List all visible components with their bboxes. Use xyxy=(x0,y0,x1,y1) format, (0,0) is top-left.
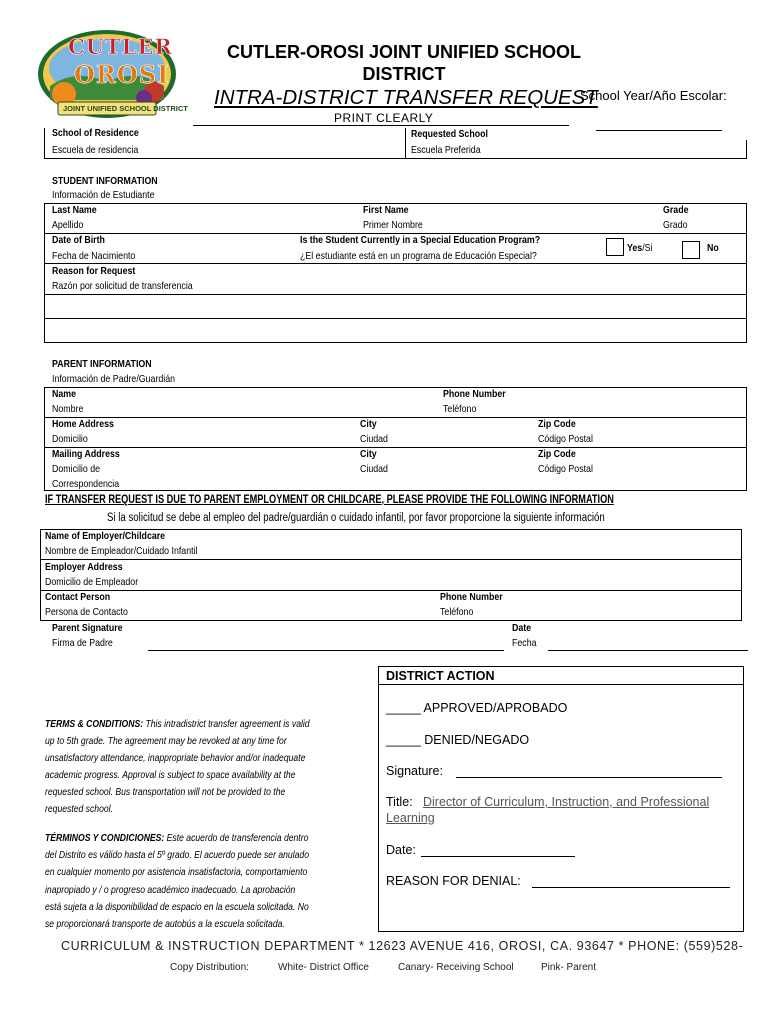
first-name-label: First Name xyxy=(363,204,409,216)
terms-en-line-2: up to 5th grade. The agreement may be revoked at any time for xyxy=(45,735,287,747)
schools-row-bottom xyxy=(44,158,747,159)
footer-address: CURRICULUM & INSTRUCTION DEPARTMENT * 12623 AVENUE 416, OROSI, CA. 93647 * PHONE: (559)528- xyxy=(61,939,744,953)
first-name-es: Primer Nombre xyxy=(363,219,423,231)
print-clearly-line xyxy=(193,125,569,126)
reason-label: Reason for Request xyxy=(52,265,136,277)
print-clearly-label: PRINT CLEARLY xyxy=(334,111,434,125)
grade-es: Grado xyxy=(663,219,688,231)
district-title-line2: DISTRICT xyxy=(362,64,446,84)
terms-es-line-3: en cualquier momento por asistencia insatisfactoria, comportamiento xyxy=(45,866,308,879)
district-title-value-2: Learning xyxy=(386,811,435,825)
mailing-address-es-1: Domicilio de xyxy=(52,463,101,475)
district-action-heading-divider xyxy=(378,684,744,685)
home-zip-es: Código Postal xyxy=(538,433,593,445)
district-title-value-1: Director of Curriculum, Instruction, and Professional xyxy=(423,795,710,809)
employer-phone-es: Teléfono xyxy=(440,606,474,618)
signature-date-line[interactable] xyxy=(548,650,748,651)
mailing-zip-label: Zip Code xyxy=(538,448,576,460)
district-signature-label: Signature: xyxy=(386,764,443,778)
mailing-zip-es: Código Postal xyxy=(538,463,593,475)
student-info-heading-es: Información de Estudiante xyxy=(52,189,155,201)
sped-yes-en: Yes xyxy=(627,242,643,254)
reason-es: Razón por solicitud de transferencia xyxy=(52,280,193,292)
parent-info-heading-es: Información de Padre/Guardián xyxy=(52,373,176,385)
employment-heading-es: Si la solicitud se debe al empleo del padre/guardián o cuidado infantil, por favor proporcione la siguiente información xyxy=(107,512,605,524)
sped-no-checkbox[interactable] xyxy=(682,241,700,259)
employer-address-es: Domicilio de Empleador xyxy=(45,576,139,588)
terms-en-text-1: This intradistrict transfer agreement is valid xyxy=(145,718,310,730)
employment-box xyxy=(40,529,742,621)
last-name-label: Last Name xyxy=(52,204,97,216)
denial-reason-line[interactable] xyxy=(532,887,730,888)
parent-info-heading: PARENT INFORMATION xyxy=(52,358,152,370)
student-row-divider-2 xyxy=(44,263,747,264)
terms-es-line-4: inapropiado y / o progreso académico inadecuado. La aprobación xyxy=(45,883,296,896)
employer-phone-label: Phone Number xyxy=(440,591,503,603)
sped-yes-label xyxy=(627,242,653,254)
schools-row-right-border xyxy=(746,140,747,158)
parent-row-divider-2 xyxy=(44,447,747,448)
terms-es-line-2: del Distrito es válido hasta el 5º grado. El acuerdo puede ser anulado xyxy=(45,849,310,862)
dob-label: Date of Birth xyxy=(52,234,105,246)
sped-no-label: No xyxy=(707,242,719,254)
terms-en-line-4: academic progress. Approval is subject to space availability at the xyxy=(45,769,296,781)
parent-signature-line[interactable] xyxy=(148,650,504,651)
dob-es: Fecha de Nacimiento xyxy=(52,250,136,262)
requested-school-es: Escuela Preferida xyxy=(411,144,481,156)
logo-cutler-text: CUTLER xyxy=(68,34,173,59)
form-title: INTRA-DISTRICT TRANSFER REQUEST xyxy=(214,86,598,109)
sped-question: Is the Student Currently in a Special Education Program? xyxy=(300,234,541,246)
copy-distribution-label: Copy Distribution: xyxy=(170,962,249,973)
sped-yes-es: /Si xyxy=(642,242,653,254)
terms-es-line-5: está sujeta a la disponibilidad de espacio en la escuela solicitada. No xyxy=(45,900,309,913)
denied-option[interactable]: _____ DENIED/NEGADO xyxy=(386,733,530,747)
approved-option[interactable]: _____ APPROVED/APROBADO xyxy=(386,701,568,715)
schools-row-left-border xyxy=(44,128,45,158)
terms-en-label: TERMS & CONDITIONS: xyxy=(45,718,144,730)
terms-es xyxy=(45,830,375,933)
terms-es-text-1: Este acuerdo de transferencia dentro xyxy=(166,832,309,844)
contact-person-es: Persona de Contacto xyxy=(45,606,128,618)
terms-en-line-1 xyxy=(45,716,316,733)
parent-signature-es: Firma de Padre xyxy=(52,637,113,649)
mailing-city-es: Ciudad xyxy=(360,463,388,475)
school-year-line[interactable] xyxy=(596,130,722,131)
parent-name-es: Nombre xyxy=(52,403,84,415)
school-of-residence-label: School of Residence xyxy=(52,127,139,139)
district-title-label: Title: xyxy=(386,795,413,809)
terms-es-line-1 xyxy=(45,830,316,847)
school-of-residence-es: Escuela de residencia xyxy=(52,144,139,156)
parent-phone-es: Teléfono xyxy=(443,403,477,415)
sped-question-es: ¿El estudiante está en un programa de Educación Especial? xyxy=(300,250,537,262)
terms-en-line-5: requested school. Bus transportation will not be provided to the xyxy=(45,786,286,798)
signature-date-es: Fecha xyxy=(512,637,537,649)
mailing-address-es-2: Correspondencia xyxy=(52,478,120,490)
copy-white: White- District Office xyxy=(278,962,369,973)
schools-row-divider xyxy=(405,128,406,158)
mailing-city-label: City xyxy=(360,448,377,460)
terms-es-label: TÉRMINOS Y CONDICIONES: xyxy=(45,832,165,844)
home-address-label: Home Address xyxy=(52,418,114,430)
district-logo xyxy=(36,28,188,120)
employer-name-es: Nombre de Empleador/Cuidado Infantil xyxy=(45,545,198,557)
signature-date-label: Date xyxy=(512,622,532,634)
terms-es-line-6: se proporcionará transporte de autobús a la escuela solicitada. xyxy=(45,918,285,931)
home-city-label: City xyxy=(360,418,377,430)
district-date-line[interactable] xyxy=(421,856,575,857)
district-date-label: Date: xyxy=(386,843,416,857)
employment-row-divider-2 xyxy=(40,590,742,591)
student-row-divider-4 xyxy=(44,318,747,319)
student-row-divider-3 xyxy=(44,294,747,295)
parent-name-label: Name xyxy=(52,388,77,400)
home-zip-label: Zip Code xyxy=(538,418,576,430)
terms-en xyxy=(45,716,375,818)
student-info-heading: STUDENT INFORMATION xyxy=(52,175,158,187)
copy-canary: Canary- Receiving School xyxy=(398,962,514,973)
sped-yes-checkbox[interactable] xyxy=(606,238,624,256)
copy-pink: Pink- Parent xyxy=(541,962,597,973)
logo-banner-text: JOINT UNIFIED SCHOOL DISTRICT xyxy=(63,104,188,113)
home-city-es: Ciudad xyxy=(360,433,388,445)
employer-name-label: Name of Employer/Childcare xyxy=(45,530,166,542)
mailing-address-label: Mailing Address xyxy=(52,448,120,460)
logo-orosi-text: OROSI xyxy=(74,60,170,89)
denial-reason-label: REASON FOR DENIAL: xyxy=(386,874,521,888)
district-signature-line[interactable] xyxy=(456,777,722,778)
last-name-es: Apellido xyxy=(52,219,84,231)
parent-row-divider-1 xyxy=(44,417,747,418)
employer-address-label: Employer Address xyxy=(45,561,123,573)
contact-person-label: Contact Person xyxy=(45,591,111,603)
parent-info-box xyxy=(44,387,747,491)
terms-en-line-3: unsatisfactory attendance, inappropriate behavior and/or inadequate xyxy=(45,752,306,764)
employment-row-divider-1 xyxy=(40,559,742,560)
school-year-label: School Year/Año Escolar: xyxy=(580,88,727,103)
parent-phone-label: Phone Number xyxy=(443,388,506,400)
district-action-heading: DISTRICT ACTION xyxy=(386,669,495,683)
employment-heading: IF TRANSFER REQUEST IS DUE TO PARENT EMPLOYMENT OR CHILDCARE, PLEASE PROVIDE THE FOLLOWING INFORMATION xyxy=(45,494,614,506)
requested-school-label: Requested School xyxy=(411,128,488,140)
parent-signature-label: Parent Signature xyxy=(52,622,123,634)
terms-en-line-6: requested school. xyxy=(45,803,113,815)
grade-label: Grade xyxy=(663,204,689,216)
home-address-es: Domicilio xyxy=(52,433,88,445)
district-title-line1: CUTLER-OROSI JOINT UNIFIED SCHOOL xyxy=(226,42,581,62)
